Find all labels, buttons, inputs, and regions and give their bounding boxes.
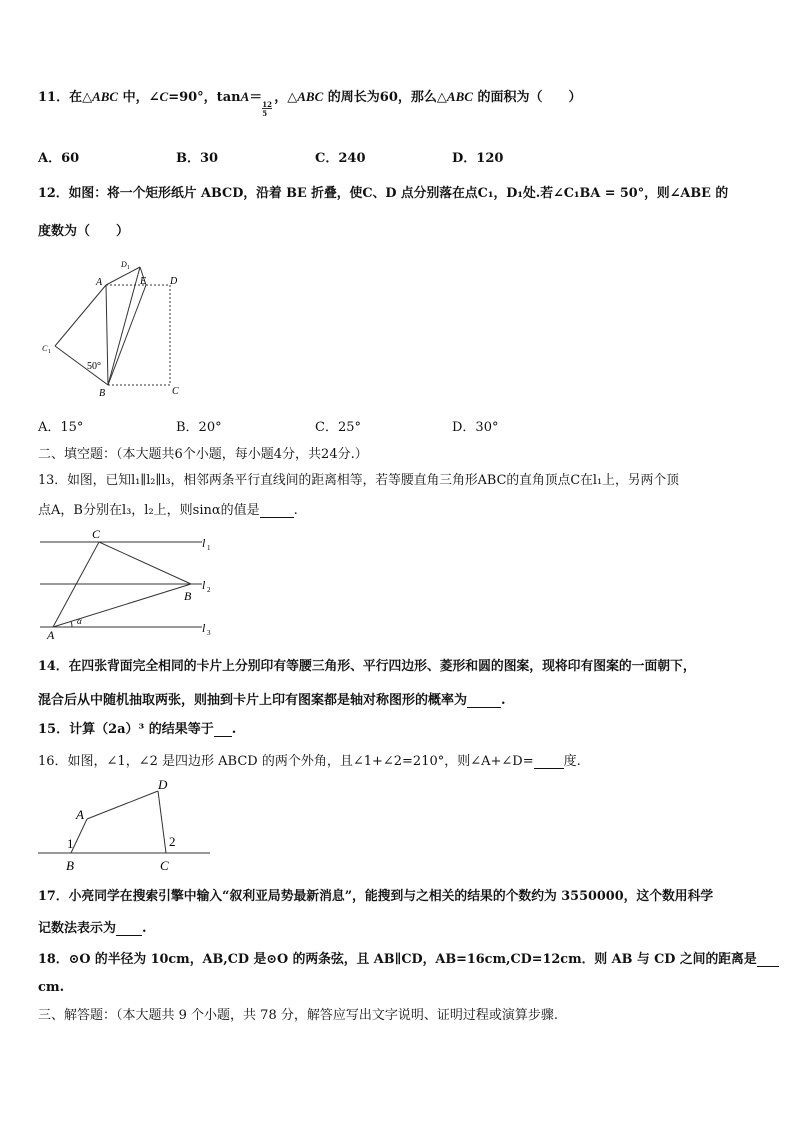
section-3-heading: 三、解答题：（本大题共 9 个小题，共 78 分，解答应写出文字说明、证明过程或演算步骤.: [38, 1008, 558, 1023]
q12-stem-line1: 12．如图：将一个矩形纸片 ABCD，沿着 BE 折叠，使C、D 点分别落在点C₁，D₁处.若∠C₁BA = 50°，则∠ABE 的: [38, 186, 729, 201]
q16-angle-1: 1: [67, 836, 74, 851]
q13-figure: [36, 526, 226, 644]
q12-option-c: C．25°: [315, 420, 361, 435]
q17-stem-line1: 17．小亮同学在搜索引擎中输入“叙利亚局势最新消息”，能搜到与之相关的结果的个数约为 3550000，这个数用科学: [38, 889, 714, 904]
q13-label-l2: l: [202, 578, 206, 592]
section-2-heading: 二、填空题：（本大题共6个小题，每小题4分，共24分.）: [38, 447, 368, 462]
q12-label-d1: D: [121, 260, 127, 269]
q12-label-c1: C: [42, 344, 48, 353]
q12-label-a: A: [96, 277, 103, 288]
q14-stem-line1: 14．在四张背面完全相同的卡片上分别印有等腰三角形、平行四边形、菱形和圆的图案，现将印有图案的一面朝下，: [38, 659, 696, 674]
q16-stem: 16．如图，∠1，∠2 是四边形 ABCD 的两个外角，且∠1+∠2=210°，则∠A+∠D= 度.: [38, 754, 581, 769]
q12-angle-label: 50°: [87, 361, 101, 372]
answer-blank: [467, 695, 501, 708]
q16-angle-2: 2: [169, 834, 176, 849]
q12-stem-line2: 度数为（ ）: [38, 224, 130, 239]
q12-label-d: D: [170, 276, 178, 287]
q17-stem-line2: 记数法表示为 .: [38, 921, 147, 936]
q18-stem-line2: cm.: [38, 980, 65, 995]
q13-label-b: B: [184, 589, 192, 603]
q11-option-c: C．240: [315, 151, 366, 166]
q13-label-l2-sub: 2: [207, 586, 211, 594]
q13-label-l1-sub: 1: [207, 544, 211, 552]
fraction: $\frac{12}{5}$: [262, 99, 273, 118]
q12-label-b: B: [99, 388, 106, 399]
q16-figure: [36, 776, 216, 874]
q13-label-c: C: [92, 527, 101, 541]
q13-label-a: A: [47, 628, 55, 642]
q11-stem: 11．在△ABC 中，∠C=90°，tanA＝ $\frac{12}{5}$ ，△ABC 的周长为60，那么△ABC 的面积为（ ）: [38, 89, 582, 118]
q16-label-d: D: [158, 777, 168, 792]
q13-label-l3: l: [202, 621, 206, 635]
q15-stem: 15．计算（2a）³ 的结果等于 .: [38, 722, 237, 737]
answer-blank: [757, 954, 779, 967]
q12-label-c: C: [172, 386, 179, 397]
q12-figure: [36, 255, 196, 400]
q12-option-b: B．20°: [176, 420, 222, 435]
q13-label-l1: l: [202, 536, 206, 550]
q11-option-a: A．60: [38, 151, 80, 166]
answer-blank: [534, 756, 564, 769]
q13-stem-line1: 13．如图，已知l₁∥l₂∥l₃，相邻两条平行直线间的距离相等，若等腰直角三角形ABC的直角顶点C在l₁上，另两个顶: [38, 473, 679, 488]
q16-label-c: C: [160, 858, 169, 873]
q16-label-b: B: [66, 858, 74, 873]
answer-blank: [116, 923, 142, 936]
q13-label-l3-sub: 3: [207, 629, 211, 637]
q12-label-c1-sub: 1: [48, 349, 51, 355]
q11-option-b: B．30: [176, 151, 219, 166]
q16-label-a: A: [76, 807, 84, 822]
q14-stem-line2: 混合后从中随机抽取两张，则抽到卡片上印有图案都是轴对称图形的概率为 .: [38, 693, 506, 708]
q12-option-d: D．30°: [452, 420, 499, 435]
q11-option-d: D．120: [452, 151, 504, 166]
q12-label-d1-sub: 1: [127, 265, 130, 271]
q18-stem-line1: 18．⊙O 的半径为 10cm，AB,CD 是⊙O 的两条弦，且 AB∥CD，AB=16cm,CD=12cm．则 AB 与 CD 之间的距离是: [38, 948, 779, 967]
q13-label-alpha: α: [77, 616, 82, 626]
answer-blank: [260, 505, 294, 518]
q12-label-e: E: [140, 276, 147, 287]
answer-blank: [214, 724, 232, 737]
q13-stem-line2: 点A，B分别在l₃，l₂上，则sinα的值是 .: [38, 503, 298, 518]
q12-option-a: A．15°: [38, 420, 84, 435]
